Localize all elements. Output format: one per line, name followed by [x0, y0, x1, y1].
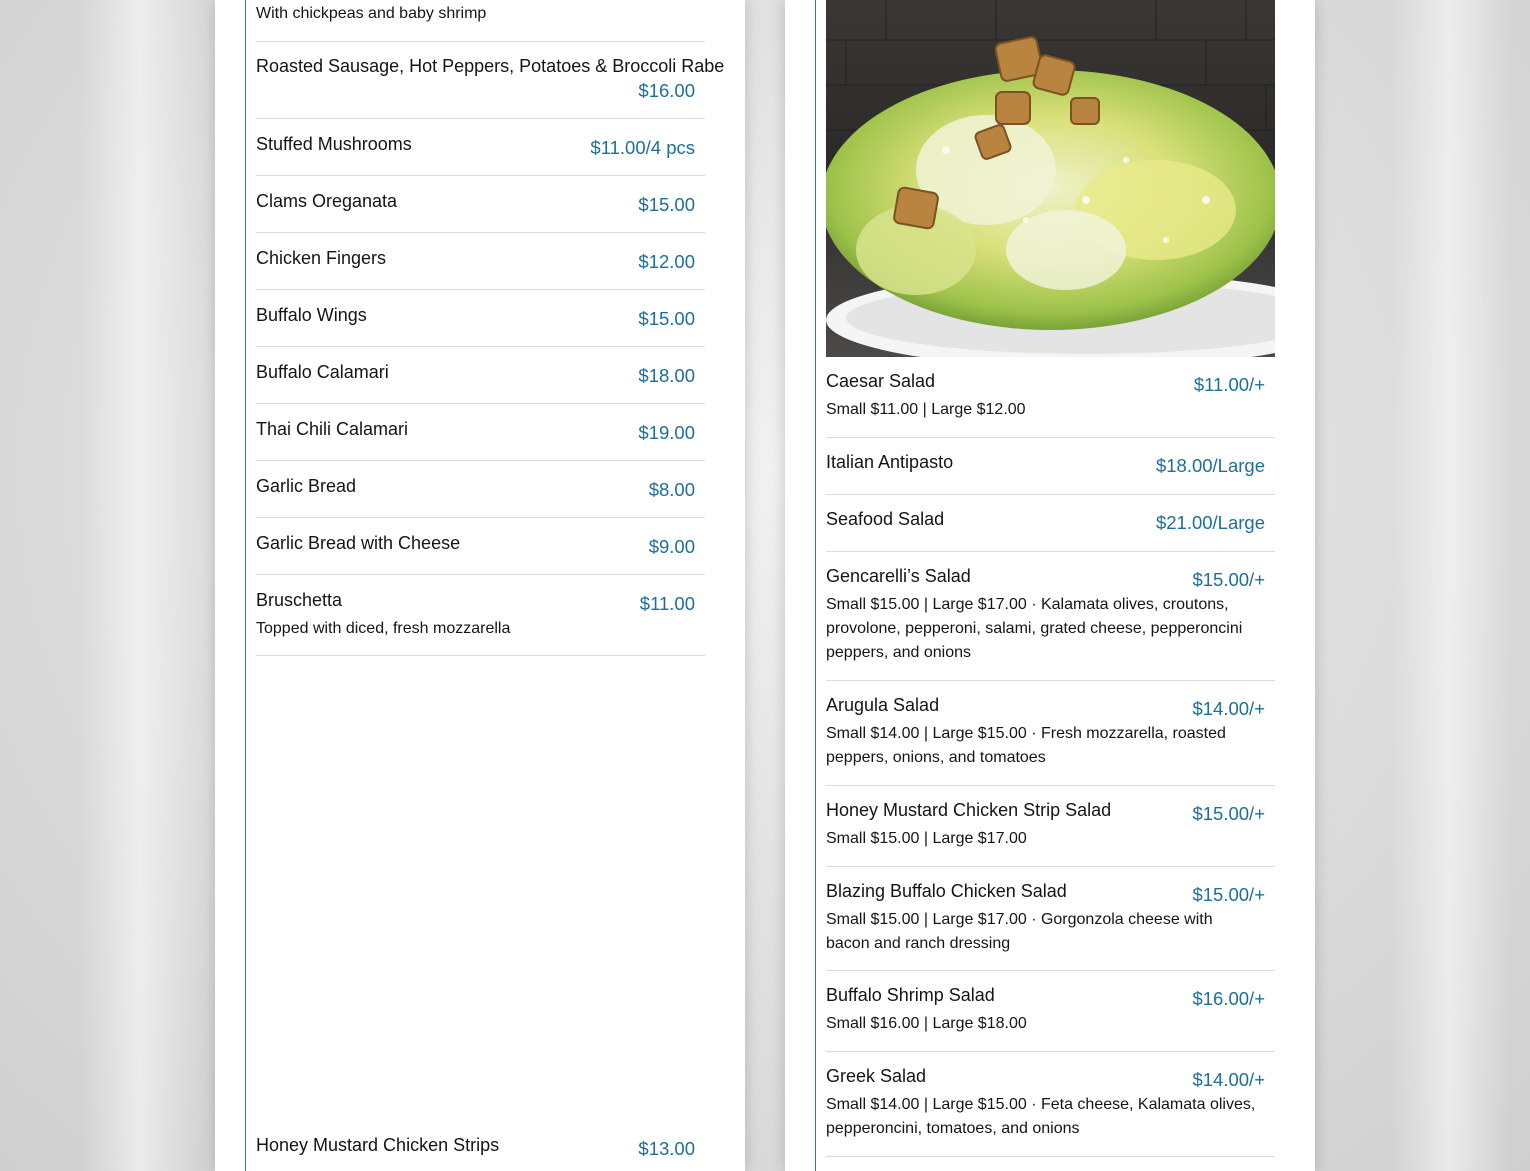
- menu-item[interactable]: [826, 1052, 1275, 1157]
- item-description: Small $16.00 | Large $18.00: [826, 1015, 1027, 1032]
- item-price: $16.00: [638, 80, 695, 101]
- item-name: Honey Mustard Chicken Strip Salad: [826, 800, 1112, 820]
- item-price: $15.00/+: [1192, 803, 1265, 824]
- item-price: $15.00/+: [1192, 884, 1265, 905]
- item-name: Seafood Salad: [826, 509, 945, 529]
- item-name: Honey Mustard Chicken Strips: [256, 1135, 500, 1155]
- item-price: $9.00: [648, 536, 695, 557]
- menu-item[interactable]: [256, 42, 725, 119]
- menu-item[interactable]: [256, 575, 705, 656]
- background-highlight: [1390, 0, 1510, 1171]
- item-name: Stuffed Mushrooms: [256, 134, 412, 154]
- item-name: Garlic Bread with Cheese: [256, 533, 461, 553]
- item-description: Small $14.00 | Large $15.00 · Feta cheese, Kalamata olives, pepperoncini, tomatoes, and onions: [826, 1096, 1256, 1137]
- card-accent-rule: [245, 0, 246, 1171]
- appetizers-menu-card: [215, 0, 745, 1171]
- item-price: $14.00/+: [1192, 1069, 1265, 1090]
- item-description: Small $15.00 | Large $17.00: [826, 830, 1027, 847]
- menu-item[interactable]: [256, 404, 705, 461]
- background-highlight: [80, 0, 200, 1171]
- item-price: $18.00/Large: [1155, 455, 1265, 476]
- menu-item[interactable]: [256, 233, 705, 290]
- item-description: With chickpeas and baby shrimp: [256, 5, 487, 22]
- menu-item[interactable]: [826, 681, 1275, 786]
- item-price: $15.00/+: [1192, 569, 1265, 590]
- item-name: Roasted Sausage, Hot Peppers, Potatoes & Broccoli Rabe: [256, 56, 725, 76]
- menu-item-continued: [256, 0, 705, 42]
- card-accent-rule: [815, 0, 816, 1171]
- caesar-salad-photo: [826, 0, 1275, 357]
- menu-item[interactable]: [256, 347, 705, 404]
- item-name: Blazing Buffalo Chicken Salad: [826, 881, 1067, 901]
- item-price: $14.00/+: [1192, 698, 1265, 719]
- menu-item[interactable]: [826, 438, 1275, 495]
- item-price: $18.00: [638, 365, 695, 386]
- item-price: $12.00: [638, 251, 695, 272]
- item-name: Gencarelli’s Salad: [826, 566, 971, 586]
- menu-item[interactable]: [826, 495, 1275, 552]
- item-price: $11.00/+: [1193, 374, 1265, 395]
- item-price: $8.00: [648, 479, 695, 500]
- item-price: $11.00/4 pcs: [590, 137, 695, 158]
- item-price: $19.00: [638, 422, 695, 443]
- item-name: Buffalo Shrimp Salad: [826, 985, 995, 1005]
- menu-item[interactable]: [826, 867, 1275, 971]
- item-name: Thai Chili Calamari: [256, 419, 409, 439]
- item-name: Caesar Salad: [826, 371, 936, 391]
- menu-item[interactable]: [826, 971, 1275, 1052]
- menu-item[interactable]: [256, 1120, 705, 1171]
- menu-item[interactable]: [826, 552, 1275, 681]
- item-price: $21.00/Large: [1155, 512, 1265, 533]
- item-description: Small $15.00 | Large $17.00 · Gorgonzola cheese with bacon and ranch dressing: [826, 911, 1213, 952]
- item-name: Bruschetta: [256, 590, 343, 610]
- item-price: $11.00: [639, 593, 695, 614]
- item-name: Buffalo Calamari: [256, 362, 389, 382]
- item-description: Small $14.00 | Large $15.00 · Fresh mozzarella, roasted peppers, onions, and tomatoes: [826, 725, 1226, 766]
- item-price: $15.00: [638, 194, 695, 215]
- menu-item[interactable]: [826, 786, 1275, 867]
- salads-menu-card: [785, 0, 1315, 1171]
- menu-item[interactable]: [256, 119, 705, 176]
- item-name: Italian Antipasto: [826, 452, 954, 472]
- menu-item[interactable]: [826, 357, 1275, 438]
- salad-image: [826, 0, 1275, 357]
- item-description: Topped with diced, fresh mozzarella: [256, 620, 511, 637]
- menu-item[interactable]: [256, 290, 705, 347]
- item-price: $16.00/+: [1192, 988, 1265, 1009]
- item-name: Chicken Fingers: [256, 248, 387, 268]
- menu-item[interactable]: [256, 176, 705, 233]
- item-name: Arugula Salad: [826, 695, 940, 715]
- item-name: Garlic Bread: [256, 476, 357, 496]
- item-name: Clams Oreganata: [256, 191, 398, 211]
- item-name: Buffalo Wings: [256, 305, 367, 325]
- menu-item[interactable]: [256, 461, 705, 518]
- item-description: Small $11.00 | Large $12.00: [826, 401, 1026, 418]
- menu-item[interactable]: [256, 518, 705, 575]
- item-price: $13.00: [638, 1138, 695, 1159]
- item-price: $15.00: [638, 308, 695, 329]
- item-description: Small $15.00 | Large $17.00 · Kalamata olives, croutons, provolone, pepperoni, salami, grated cheese, pepperoncini peppers, and onions: [826, 596, 1243, 661]
- item-name: Greek Salad: [826, 1066, 927, 1086]
